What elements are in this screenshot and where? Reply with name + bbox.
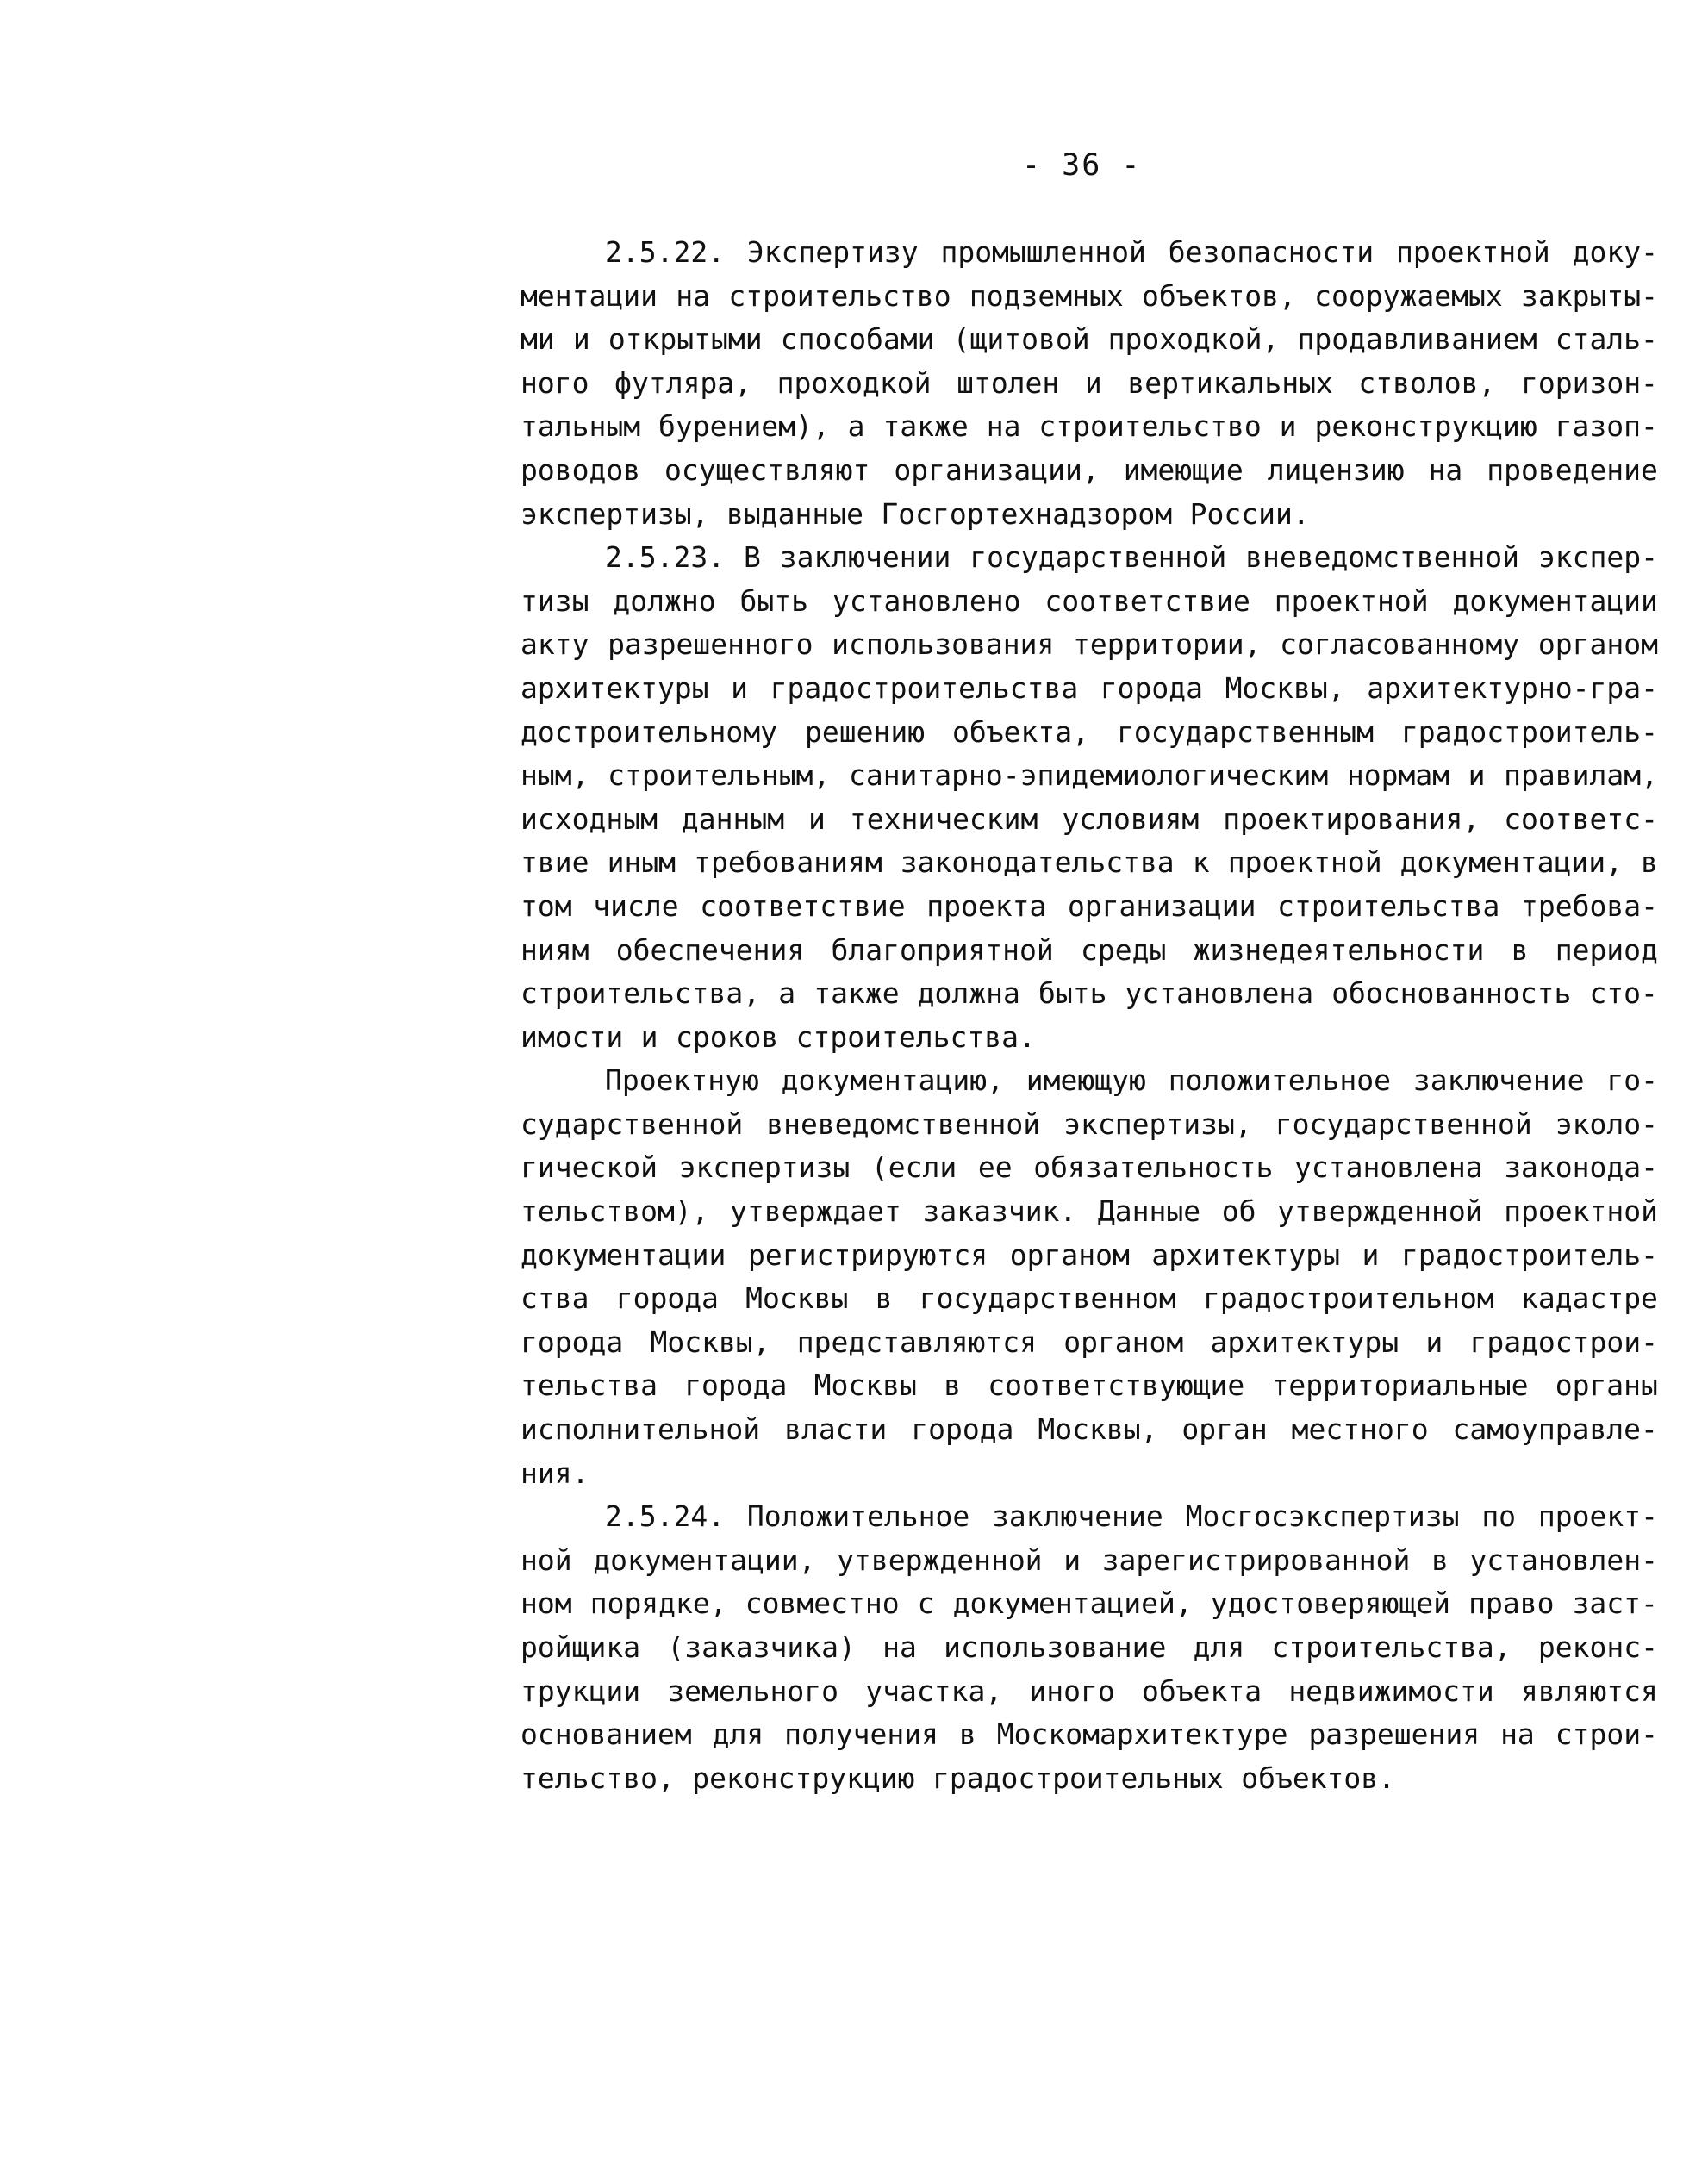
word: строительство	[1038, 409, 1262, 444]
word: документацией,	[952, 1586, 1193, 1621]
word: заст-	[1572, 1586, 1658, 1621]
word: разрешенного	[608, 627, 813, 662]
text-line	[521, 1582, 1658, 1626]
word: недвижимости	[1288, 1673, 1494, 1708]
word: города	[521, 1324, 624, 1359]
word: строительства,	[1271, 1630, 1512, 1664]
word: штолен	[957, 365, 1060, 400]
word: сударственной	[521, 1106, 744, 1141]
word: вневедомственной	[766, 1106, 1041, 1141]
document-body	[521, 231, 1658, 1800]
word: сроков	[676, 1019, 779, 1054]
word: порядке,	[589, 1586, 727, 1621]
word: 2.5.24.	[605, 1499, 726, 1534]
word: объектов,	[1142, 278, 1296, 313]
text-line	[521, 1626, 1658, 1670]
word: экспертизы,	[1063, 1106, 1252, 1141]
text-line	[521, 1059, 1658, 1103]
word: ном	[521, 1586, 572, 1621]
word: на	[882, 1630, 917, 1664]
word: имеющие	[1123, 452, 1244, 487]
word: лицензию	[1267, 452, 1405, 487]
word: архитектуры	[521, 670, 709, 705]
word: кадастре	[1520, 1281, 1658, 1316]
word: стволов,	[1358, 365, 1496, 400]
word: техническим	[849, 801, 1038, 836]
word: ми	[521, 322, 555, 357]
word: на	[1428, 452, 1463, 487]
word: проектной	[1227, 845, 1382, 880]
word: строительства,	[521, 976, 761, 1011]
text-line	[521, 1321, 1658, 1365]
text-line	[521, 231, 1658, 275]
word: продавливанием	[1297, 322, 1537, 357]
word: строительство	[728, 278, 951, 313]
word: требова-	[1521, 888, 1658, 923]
word: утверждает	[730, 1194, 901, 1229]
word: также	[882, 409, 969, 444]
word: соответс-	[1504, 801, 1658, 836]
word: тизы	[521, 583, 589, 618]
word: и	[1279, 409, 1297, 444]
word: 2.5.22.	[605, 235, 726, 269]
word: эколо-	[1555, 1106, 1658, 1141]
word: решению	[804, 714, 926, 749]
word: в	[944, 1368, 961, 1403]
text-line	[521, 493, 1658, 537]
word: и	[1468, 758, 1486, 793]
word: к	[1192, 845, 1210, 880]
word: ной	[521, 1542, 572, 1577]
word: трукции	[521, 1673, 641, 1708]
word: органом	[1063, 1324, 1184, 1359]
word: иного	[1029, 1673, 1115, 1708]
word: экспертизы	[678, 1150, 851, 1185]
word: строи-	[1555, 1717, 1658, 1752]
word: территориальные	[1271, 1368, 1529, 1403]
word: государственном	[919, 1281, 1176, 1316]
word: органом	[1009, 1237, 1130, 1272]
word: ния.	[521, 1455, 589, 1490]
text-line	[521, 1190, 1658, 1234]
word: градостроительных	[932, 1760, 1224, 1795]
word: зарегистрированной	[1101, 1542, 1411, 1577]
word: заключении	[779, 540, 951, 575]
word: бурением),	[658, 409, 830, 444]
word: города	[1100, 670, 1203, 705]
word: ментации	[521, 278, 658, 313]
word: для	[712, 1717, 764, 1752]
word: объекта	[1142, 1673, 1262, 1708]
word: в	[1641, 845, 1658, 880]
text-line	[521, 1016, 1658, 1060]
text-line	[521, 1539, 1658, 1583]
word: футляра,	[614, 365, 752, 400]
word: обеспечения	[615, 932, 805, 967]
word: установлена	[1125, 976, 1314, 1011]
word: а	[778, 976, 796, 1011]
word: В	[743, 540, 761, 575]
text-line	[521, 1234, 1658, 1278]
text-line	[521, 1670, 1658, 1714]
word: об	[1221, 1194, 1256, 1229]
word: Экспертизу	[746, 235, 919, 269]
word: органы	[1555, 1368, 1658, 1403]
word: жизнедеятельности	[1193, 932, 1485, 967]
word: строительства.	[795, 1019, 1036, 1054]
word: реконструкцию	[692, 1760, 915, 1795]
word: проходкой,	[1107, 322, 1280, 357]
text-line	[521, 1452, 1658, 1496]
word: заказчик.	[922, 1194, 1077, 1229]
word: и	[572, 322, 590, 357]
word: выданные	[726, 496, 863, 531]
word: доку-	[1572, 235, 1658, 269]
word: государственной	[1275, 1106, 1532, 1141]
text-line	[521, 1146, 1658, 1190]
word: экспер-	[1537, 540, 1658, 575]
word: тельства	[521, 1368, 658, 1403]
word: (щитовой	[952, 322, 1090, 357]
word: установлена	[1294, 1150, 1483, 1185]
text-line	[521, 667, 1658, 711]
word: организации,	[894, 452, 1100, 487]
word: благоприятной	[831, 932, 1054, 967]
word: открытыми	[608, 322, 763, 357]
word: градострои-	[1469, 1324, 1658, 1359]
text-line	[521, 318, 1658, 362]
word: проходкой	[776, 365, 932, 400]
word: числе	[593, 888, 679, 923]
word: строительным,	[608, 758, 831, 793]
word: и	[1425, 1324, 1443, 1359]
word: совместно	[745, 1586, 900, 1621]
word: санитарно-эпидемиологическим	[848, 758, 1329, 793]
word: проекта	[926, 888, 1047, 923]
word: документацию,	[781, 1063, 1004, 1098]
word: разрешения	[1308, 1717, 1480, 1752]
word: в	[1431, 1542, 1449, 1577]
word: Москвы,	[1038, 1412, 1158, 1447]
word: промышленной	[940, 235, 1146, 269]
word: архитектуры	[1151, 1237, 1340, 1272]
word: градостроительном	[1202, 1281, 1494, 1316]
word: соответствие	[700, 888, 906, 923]
word: Москвы	[745, 1281, 849, 1316]
word: установлено	[832, 583, 1021, 618]
word: градостроительства	[770, 670, 1079, 705]
word: ным,	[521, 758, 589, 793]
word: закрыты-	[1521, 278, 1658, 313]
word: тельством),	[521, 1194, 709, 1229]
text-line	[521, 972, 1658, 1016]
word: Положительное	[746, 1499, 970, 1534]
word: ее	[977, 1150, 1013, 1185]
word: ройщика	[521, 1630, 641, 1664]
word: в	[875, 1281, 893, 1316]
text-line	[521, 711, 1658, 755]
word: являются	[1520, 1673, 1658, 1708]
paragraph	[521, 1495, 1658, 1800]
paragraph	[521, 536, 1658, 1059]
word: реконструкцию	[1314, 409, 1537, 444]
text-line	[521, 623, 1658, 667]
word: на	[676, 278, 711, 313]
word: государственной	[969, 540, 1227, 575]
word: согласованному	[1280, 627, 1520, 662]
word: безопасности	[1168, 235, 1375, 269]
word: Проектную	[605, 1063, 759, 1098]
word: документации,	[593, 1542, 816, 1577]
word: Госгортехнадзором	[881, 496, 1173, 531]
word: документации,	[1399, 845, 1623, 880]
word: для	[1193, 1630, 1245, 1664]
word: участка,	[865, 1673, 1003, 1708]
text-line	[521, 798, 1658, 842]
text-line	[521, 1757, 1658, 1801]
word: тальным	[521, 409, 641, 444]
word: власти	[784, 1412, 888, 1447]
word: том	[521, 888, 572, 923]
text-line	[521, 1364, 1658, 1408]
word: данным	[681, 801, 785, 836]
word: в	[958, 1717, 976, 1752]
word: быть	[1038, 976, 1107, 1011]
word: ного	[521, 365, 589, 400]
word: местного	[1291, 1412, 1429, 1447]
word: нормам	[1346, 758, 1450, 793]
word: 2.5.23.	[605, 540, 726, 575]
word: реконс-	[1537, 1630, 1658, 1664]
word: вневедомственной	[1245, 540, 1520, 575]
word: экспертизы,	[521, 496, 709, 531]
word: законода-	[1504, 1150, 1658, 1185]
page-number: - 36 -	[1022, 148, 1142, 183]
word: имеющую	[1025, 1063, 1146, 1098]
word: быть	[739, 583, 809, 618]
word: и	[640, 1019, 658, 1054]
word: Москвы,	[1225, 670, 1345, 705]
word: документации	[1452, 583, 1658, 618]
word: использования	[832, 627, 1055, 662]
word: России.	[1189, 496, 1310, 531]
word: города	[911, 1412, 1014, 1447]
word: среды	[1081, 932, 1167, 967]
text-line	[521, 1103, 1658, 1147]
word: проектной	[1504, 1194, 1658, 1229]
word: проведение	[1487, 452, 1658, 487]
word: сооружаемых	[1314, 278, 1503, 313]
word: законодательства	[900, 845, 1175, 880]
word: самоуправле-	[1452, 1412, 1658, 1447]
word: основанием	[521, 1717, 692, 1752]
word: требованиям	[694, 845, 882, 880]
word: органом	[1537, 627, 1658, 662]
word: исполнительной	[521, 1412, 761, 1447]
word: проектной	[1395, 235, 1550, 269]
word: тельство,	[521, 1760, 675, 1795]
word: проект-	[1537, 1499, 1658, 1534]
word: представляются	[796, 1324, 1037, 1359]
word: Москвы	[813, 1368, 917, 1403]
word: соответствие	[1044, 583, 1250, 618]
word: архитектурно-гра-	[1367, 670, 1658, 705]
word: ниям	[521, 932, 589, 967]
text-line	[521, 841, 1658, 885]
word: и	[1362, 1237, 1380, 1272]
word: объекта,	[952, 714, 1089, 749]
word: акту	[521, 627, 589, 662]
word: получения	[784, 1717, 938, 1752]
text-line	[521, 275, 1658, 319]
word: градостроитель-	[1400, 714, 1658, 749]
word: должна	[917, 976, 1020, 1011]
word: твие	[521, 845, 589, 880]
word: объектов.	[1241, 1760, 1396, 1795]
word: заключение	[1412, 1063, 1585, 1098]
word: также	[813, 976, 900, 1011]
paragraph	[521, 231, 1658, 536]
word: документации	[521, 1237, 726, 1272]
word: регистрируются	[748, 1237, 988, 1272]
word: период	[1555, 932, 1658, 967]
word: и	[808, 801, 826, 836]
word: подземных	[969, 278, 1124, 313]
word: проектной	[1274, 583, 1429, 618]
word: удостоверяющей	[1210, 1586, 1451, 1621]
text-line	[521, 536, 1658, 580]
word: условиям	[1062, 801, 1200, 836]
word: заключение	[992, 1499, 1163, 1534]
text-line	[521, 885, 1658, 929]
word: способами	[780, 322, 935, 357]
word: утвержденной	[1277, 1194, 1483, 1229]
word: использование	[944, 1630, 1167, 1664]
word: (если	[870, 1150, 957, 1185]
word: соответствующие	[988, 1368, 1245, 1403]
word: орган	[1181, 1412, 1268, 1447]
word: горизон-	[1520, 365, 1658, 400]
text-line	[521, 1495, 1658, 1539]
word: исходным	[521, 801, 658, 836]
word: и	[731, 670, 748, 705]
word: сто-	[1589, 976, 1658, 1011]
text-line	[521, 405, 1658, 449]
word: а	[847, 409, 865, 444]
text-line	[521, 1713, 1658, 1757]
word: обоснованность	[1331, 976, 1572, 1011]
word: имости	[521, 1019, 624, 1054]
text-line	[521, 1408, 1658, 1452]
word: государственным	[1116, 714, 1374, 749]
word: города	[615, 1281, 719, 1316]
word: право	[1468, 1586, 1555, 1621]
word: должно	[613, 583, 716, 618]
word: вертикальных	[1127, 365, 1333, 400]
word: Мосгосэкспертизы	[1185, 1499, 1460, 1534]
word: градостроитель-	[1400, 1237, 1658, 1272]
word: обязательность	[1033, 1150, 1274, 1185]
word: с	[917, 1586, 935, 1621]
word: и	[1063, 1542, 1082, 1577]
text-line	[521, 929, 1658, 973]
word: на	[986, 409, 1021, 444]
word: положительное	[1168, 1063, 1391, 1098]
word: на	[1500, 1717, 1535, 1752]
word: территории,	[1072, 627, 1262, 662]
word: и	[1084, 365, 1102, 400]
word: земельного	[667, 1673, 838, 1708]
word: достроительному	[521, 714, 778, 749]
word: Данные	[1097, 1194, 1201, 1229]
word: гической	[521, 1150, 658, 1185]
word: строительства	[1277, 888, 1500, 923]
text-line	[521, 754, 1658, 798]
word: сталь-	[1555, 322, 1658, 357]
text-line	[521, 1277, 1658, 1321]
word: по	[1481, 1499, 1517, 1534]
word: Москомархитектуре	[996, 1717, 1288, 1752]
word: проектирования,	[1223, 801, 1480, 836]
text-line	[521, 580, 1658, 624]
word: в	[1511, 932, 1529, 967]
word: архитектуры	[1210, 1324, 1399, 1359]
word: организации	[1067, 888, 1256, 923]
word: (заказчика)	[667, 1630, 856, 1664]
word: осуществляют	[664, 452, 870, 487]
word: роводов	[521, 452, 641, 487]
word: иным	[607, 845, 676, 880]
text-line	[521, 362, 1658, 406]
word: установлен-	[1469, 1542, 1658, 1577]
word: газоп-	[1555, 409, 1658, 444]
word: ства	[521, 1281, 589, 1316]
word: утвержденной	[837, 1542, 1043, 1577]
word: города	[684, 1368, 788, 1403]
word: го-	[1606, 1063, 1658, 1098]
text-line	[521, 449, 1658, 493]
word: Москвы,	[650, 1324, 770, 1359]
word: правилам,	[1504, 758, 1658, 793]
paragraph	[521, 1059, 1658, 1495]
